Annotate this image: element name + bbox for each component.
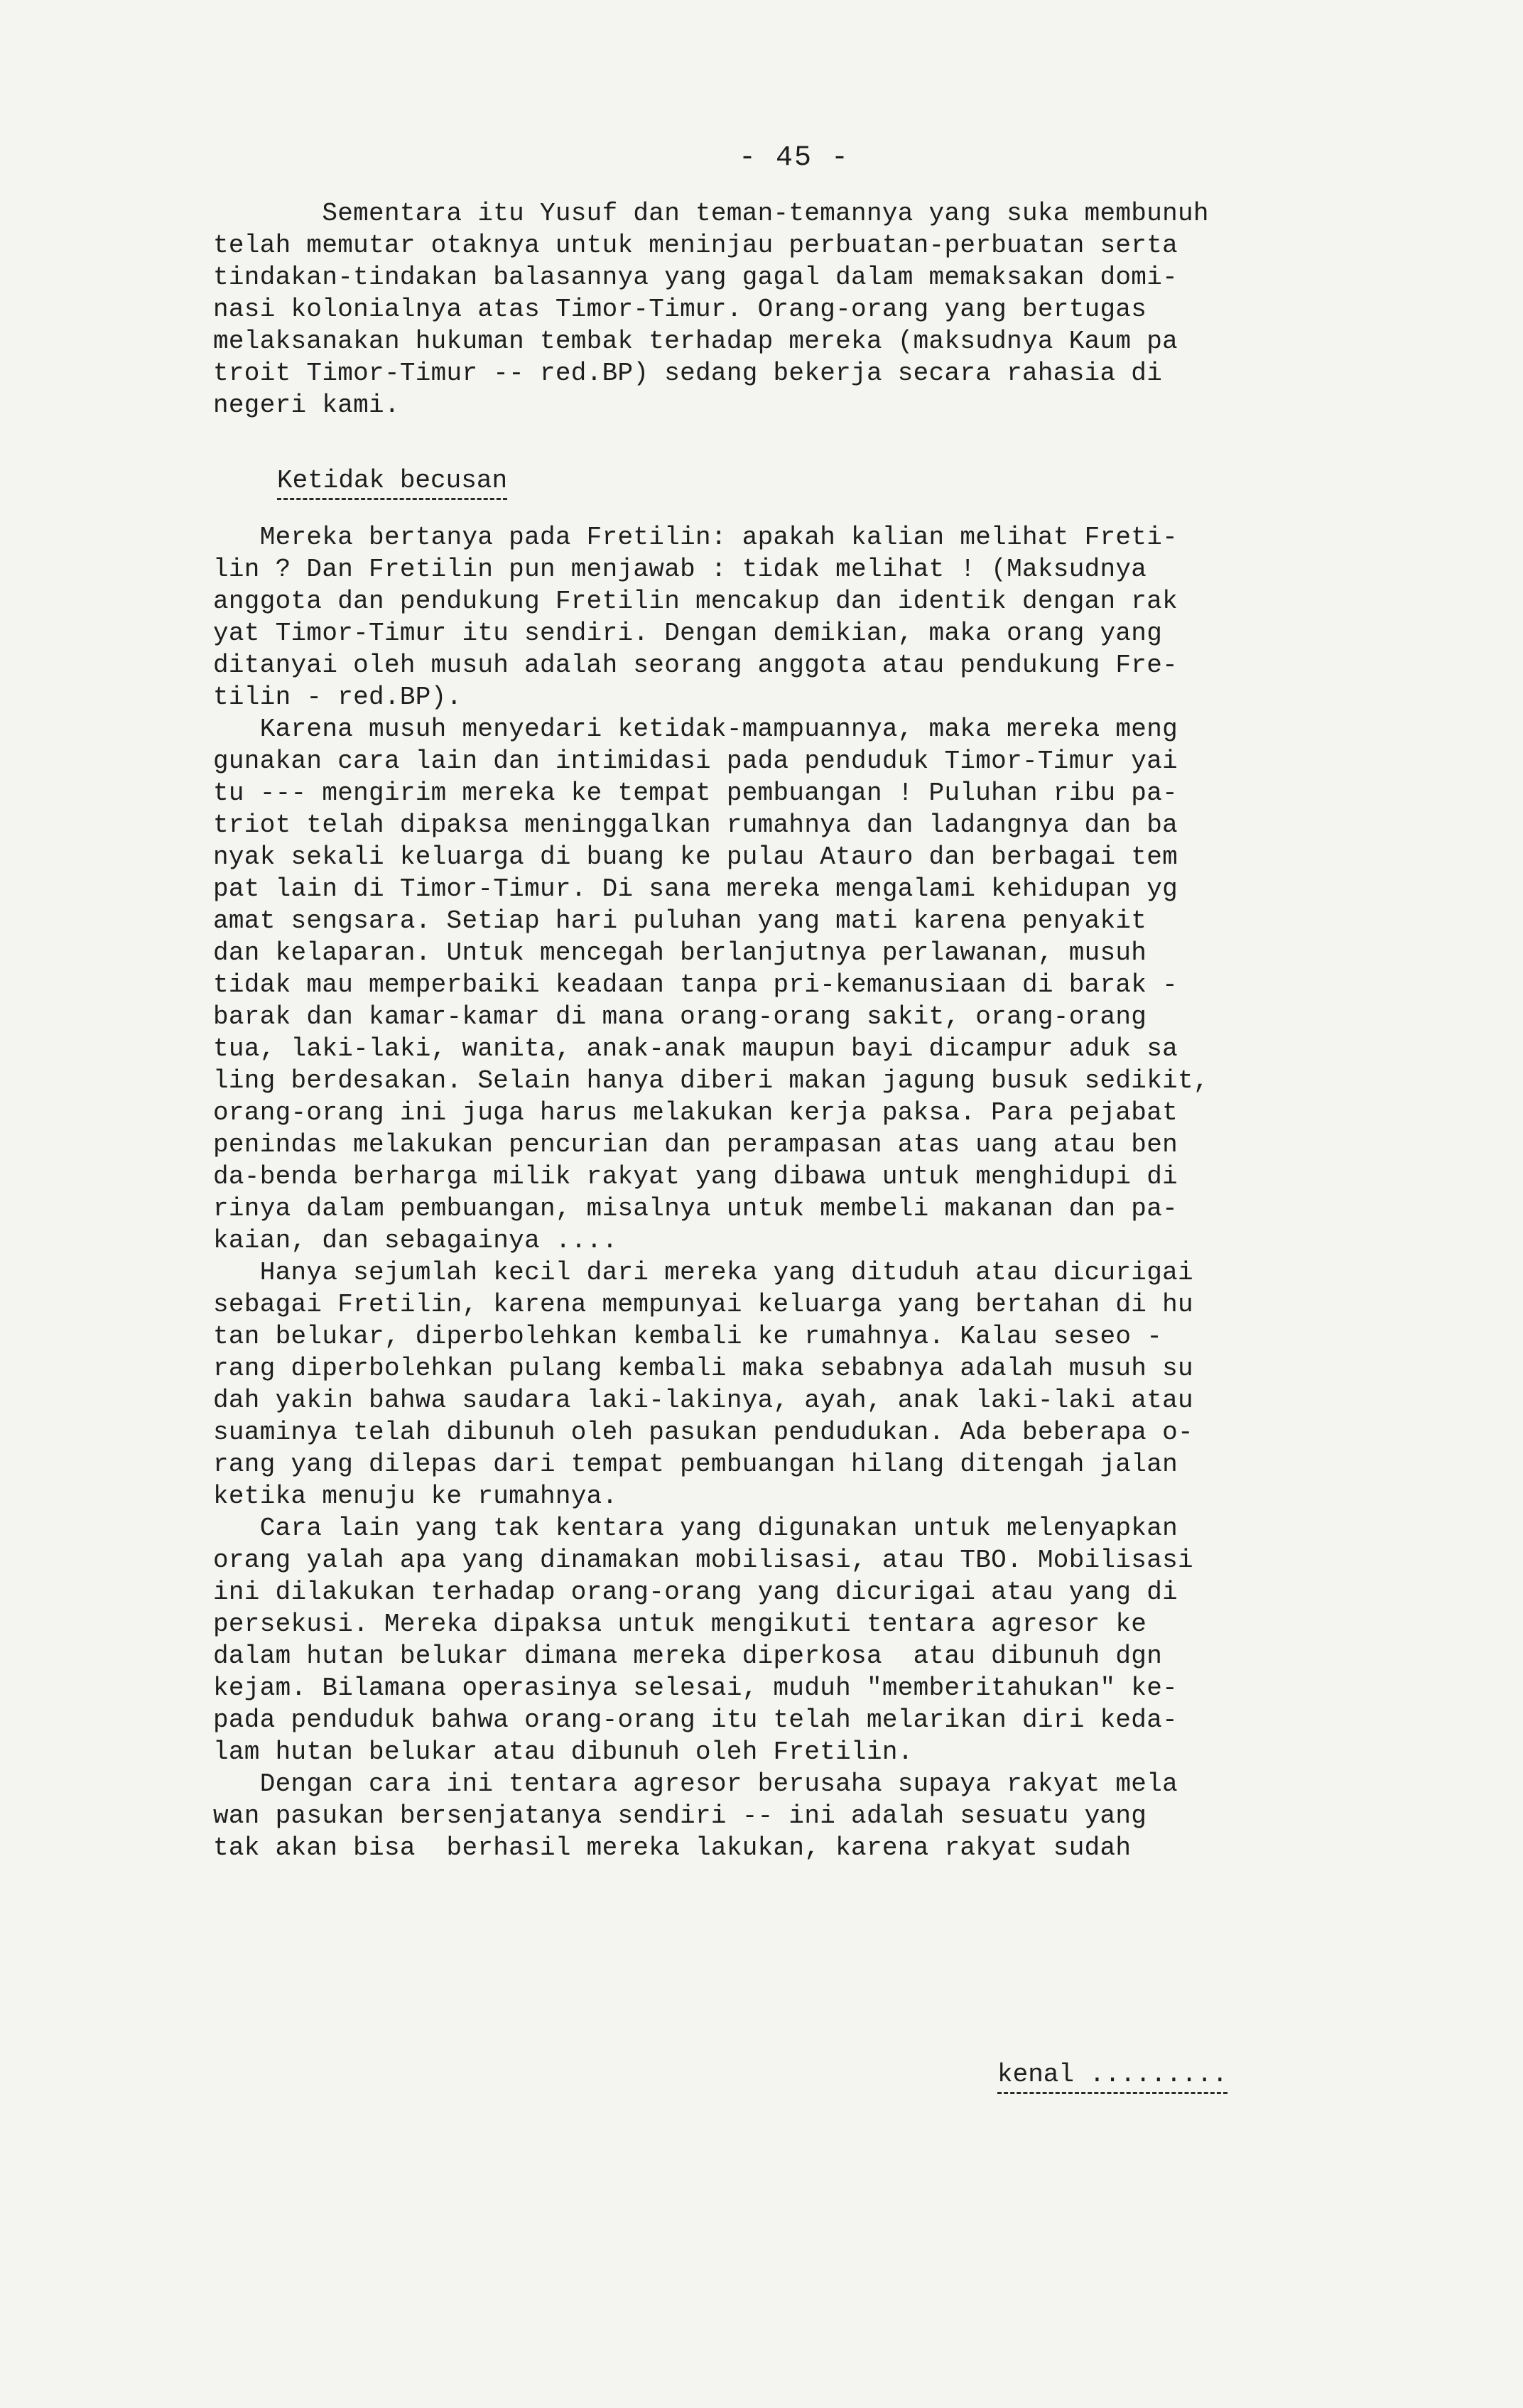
text-line: ketika menuju ke rumahnya. — [213, 1482, 618, 1511]
text-line: tak akan bisa berhasil mereka lakukan, karena rakyat sudah — [213, 1833, 1132, 1862]
text-line: amat sengsara. Setiap hari puluhan yang mati karena penyakit — [213, 906, 1147, 935]
text-line: tu --- mengirim mereka ke tempat pembuangan ! Puluhan ribu pa- — [213, 779, 1178, 808]
text-line: nasi kolonialnya atas Timor-Timur. Orang-orang yang bertugas — [213, 295, 1147, 324]
text-line: dah yakin bahwa saudara laki-lakinya, ayah, anak laki-laki atau — [213, 1386, 1193, 1415]
text-line: pat lain di Timor-Timur. Di sana mereka mengalami kehidupan yg — [213, 874, 1178, 904]
text-line: Sementara itu Yusuf dan teman-temannya yang suka membunuh — [213, 199, 1209, 228]
text-line: ling berdesakan. Selain hanya diberi makan jagung busuk sedikit, — [213, 1066, 1209, 1095]
text-line: dan kelaparan. Untuk mencegah berlanjutnya perlawanan, musuh — [213, 938, 1147, 967]
paragraph-intro — [213, 197, 1378, 421]
text-line: telah memutar otaknya untuk meninjau perbuatan-perbuatan serta — [213, 231, 1178, 260]
text-line: barak dan kamar-kamar di mana orang-orang sakit, orang-orang — [213, 1002, 1147, 1031]
text-line: tidak mau memperbaiki keadaan tanpa pri-kemanusiaan di barak - — [213, 970, 1178, 999]
text-line: orang yalah apa yang dinamakan mobilisasi, atau TBO. Mobilisasi — [213, 1546, 1193, 1575]
text-line: Hanya sejumlah kecil dari mereka yang dituduh atau dicurigai — [213, 1258, 1193, 1287]
text-line: pada penduduk bahwa orang-orang itu telah melarikan diri keda- — [213, 1705, 1178, 1735]
catchword: kenal ......... — [997, 2059, 1227, 2094]
text-line: rang diperbolehkan pulang kembali maka sebabnya adalah musuh su — [213, 1354, 1193, 1383]
text-line: persekusi. Mereka dipaksa untuk mengikuti tentara agresor ke — [213, 1610, 1147, 1639]
text-line: Dengan cara ini tentara agresor berusaha supaya rakyat mela — [213, 1769, 1178, 1799]
text-line: Cara lain yang tak kentara yang digunakan untuk melenyapkan — [213, 1514, 1178, 1543]
text-line: ini dilakukan terhadap orang-orang yang dicurigai atau yang di — [213, 1578, 1178, 1607]
text-line: tilin - red.BP). — [213, 683, 462, 712]
text-line: rinya dalam pembuangan, misalnya untuk membeli makanan dan pa- — [213, 1194, 1178, 1223]
text-line: tindakan-tindakan balasannya yang gagal dalam memaksakan domi- — [213, 263, 1178, 292]
text-line: anggota dan pendukung Fretilin mencakup dan identik dengan rak — [213, 587, 1178, 616]
text-line: orang-orang ini juga harus melakukan kerja paksa. Para pejabat — [213, 1098, 1178, 1127]
text-line: tan belukar, diperbolehkan kembali ke rumahnya. Kalau seseo - — [213, 1322, 1163, 1351]
text-line: negeri kami. — [213, 391, 400, 420]
text-line: nyak sekali keluarga di buang ke pulau Atauro dan berbagai tem — [213, 842, 1178, 872]
text-line: kaian, dan sebagainya .... — [213, 1226, 618, 1255]
text-line: penindas melakukan pencurian dan perampasan atas uang atau ben — [213, 1130, 1178, 1159]
text-line: lam hutan belukar atau dibunuh oleh Fretilin. — [213, 1737, 914, 1767]
text-line: rang yang dilepas dari tempat pembuangan hilang ditengah jalan — [213, 1450, 1178, 1479]
section-heading: Ketidak becusan — [277, 465, 507, 500]
text-line: gunakan cara lain dan intimidasi pada penduduk Timor-Timur yai — [213, 747, 1178, 776]
text-line: sebagai Fretilin, karena mempunyai keluarga yang bertahan di hu — [213, 1290, 1193, 1319]
text-line: da-benda berharga milik rakyat yang dibawa untuk menghidupi di — [213, 1162, 1178, 1191]
text-line: troit Timor-Timur -- red.BP) sedang bekerja secara rahasia di — [213, 359, 1163, 388]
text-line: Mereka bertanya pada Fretilin: apakah kalian melihat Freti- — [213, 523, 1178, 552]
text-line: kejam. Bilamana operasinya selesai, muduh "memberitahukan" ke- — [213, 1674, 1178, 1703]
text-line: Karena musuh menyedari ketidak-mampuannya, maka mereka meng — [213, 715, 1178, 744]
text-line: melaksanakan hukuman tembak terhadap mereka (maksudnya Kaum pa — [213, 327, 1178, 356]
text-line: ditanyai oleh musuh adalah seorang anggota atau pendukung Fre- — [213, 651, 1178, 680]
text-line: yat Timor-Timur itu sendiri. Dengan demikian, maka orang yang — [213, 619, 1163, 648]
text-line: triot telah dipaksa meninggalkan rumahnya dan ladangnya dan ba — [213, 810, 1178, 840]
text-line: tua, laki-laki, wanita, anak-anak maupun bayi dicampur aduk sa — [213, 1034, 1178, 1063]
page-number: - 45 - — [739, 142, 850, 174]
text-line: wan pasukan bersenjatanya sendiri -- ini adalah sesuatu yang — [213, 1801, 1147, 1831]
text-line: dalam hutan belukar dimana mereka diperkosa atau dibunuh dgn — [213, 1642, 1163, 1671]
text-line: suaminya telah dibunuh oleh pasukan pendudukan. Ada beberapa o- — [213, 1418, 1193, 1447]
text-line: lin ? Dan Fretilin pun menjawab : tidak melihat ! (Maksudnya — [213, 555, 1147, 584]
paragraph-body — [213, 521, 1378, 1864]
